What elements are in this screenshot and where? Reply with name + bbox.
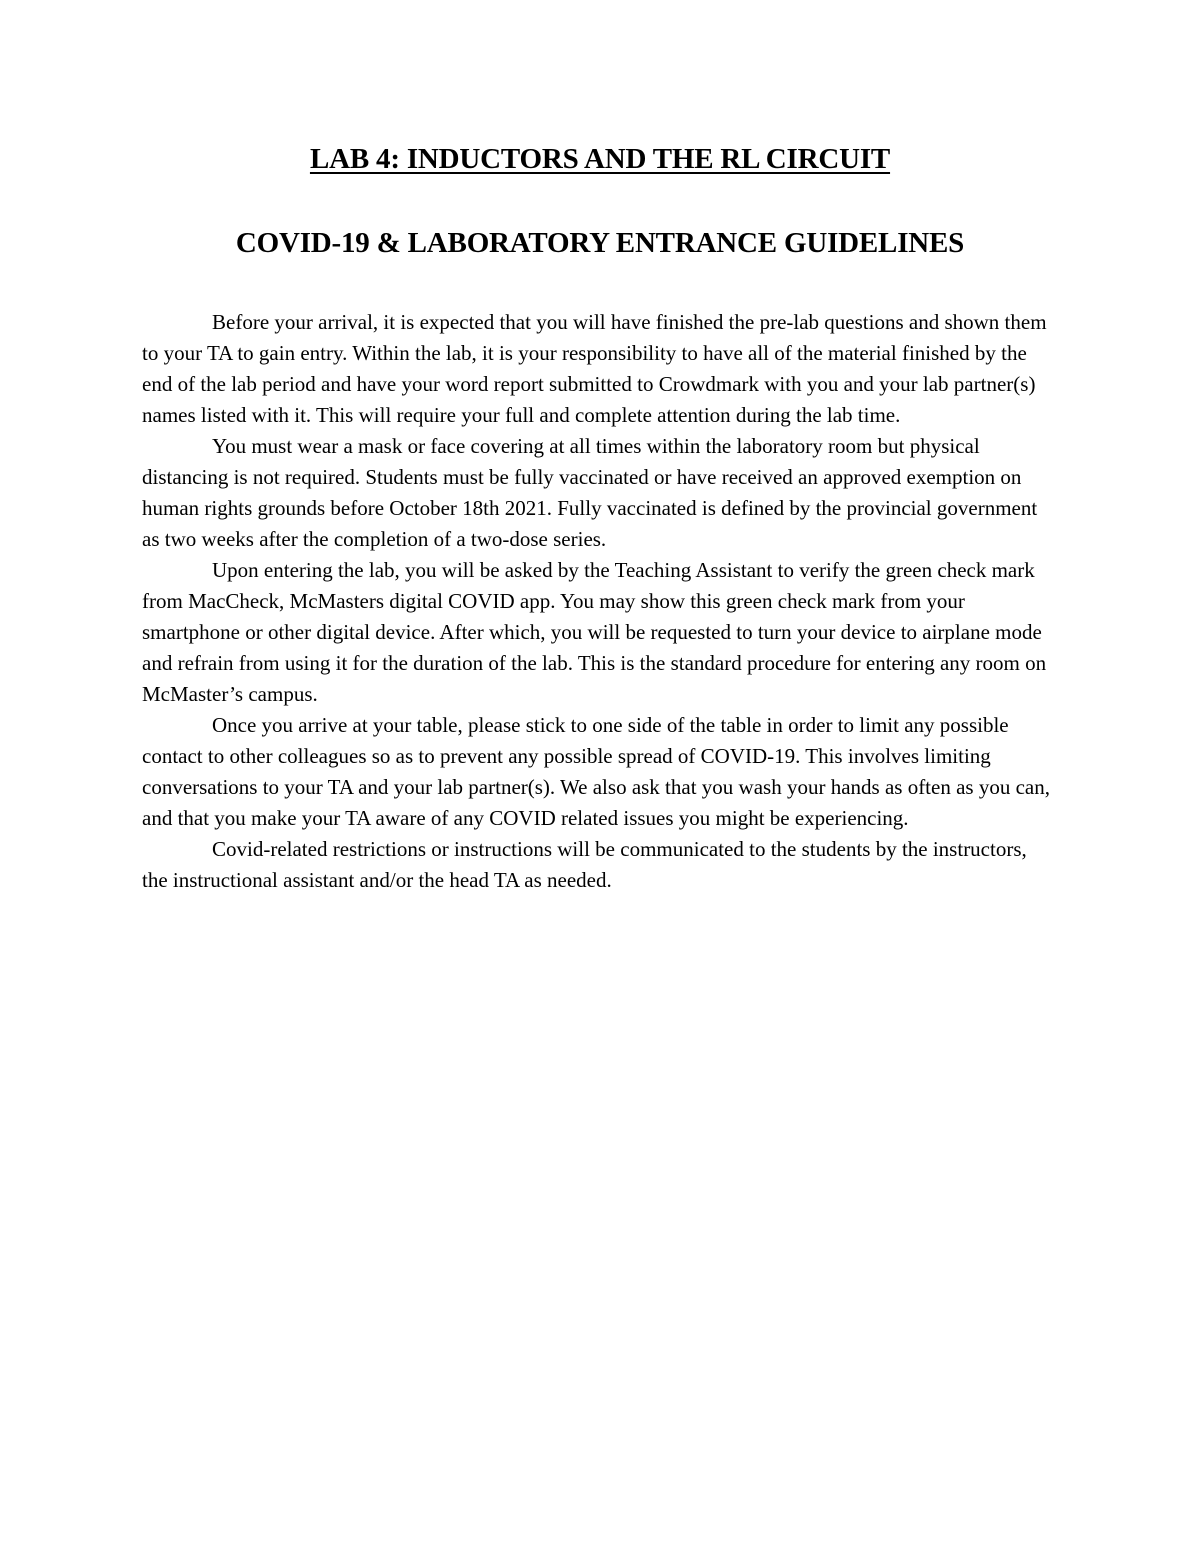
paragraph-arrival: Before your arrival, it is expected that you will have finished the pre-lab questions and shown them to your TA to gain entry. Within the lab, it is your responsibility to have all of the material finished by the end of the lab period and have your word report submitted to Crowdmark with you and your lab partner(s) names listed with it. This will require your full and complete attention during the lab time. xyxy=(142,310,1047,427)
document-title: LAB 4: INDUCTORS AND THE RL CIRCUIT xyxy=(309,143,891,175)
paragraph-mask-vaccination: You must wear a mask or face covering at all times within the laboratory room but physical distancing is not required. Students must be fully vaccinated or have received an approved exemption on human rights grounds before October 18th 2021. Fully vaccinated is defined by the provincial government as two weeks after the completion of a two-dose series. xyxy=(142,434,1038,551)
paragraph-table-conduct: Once you arrive at your table, please stick to one side of the table in order to limit any possible contact to other colleagues so as to prevent any possible spread of COVID-19. This involves limiting conversations to your TA and your lab partner(s). We also ask that you wash your hands as often as you can, and that you make your TA aware of any COVID related issues you might be experiencing. xyxy=(142,713,1050,830)
document-body xyxy=(142,307,1054,896)
document-subtitle: COVID-19 & LABORATORY ENTRANCE GUIDELINES xyxy=(235,227,965,259)
paragraph-maccheck: Upon entering the lab, you will be asked by the Teaching Assistant to verify the green check mark from MacCheck, McMasters digital COVID app. You may show this green check mark from your smartphone or other digital device. After which, you will be requested to turn your device to airplane mode and refrain from using it for the duration of the lab. This is the standard procedure for entering any room on McMaster’s campus. xyxy=(142,558,1047,706)
paragraph-restrictions: Covid-related restrictions or instructions will be communicated to the students by the instructors, the instructional assistant and/or the head TA as needed. xyxy=(142,837,1027,892)
